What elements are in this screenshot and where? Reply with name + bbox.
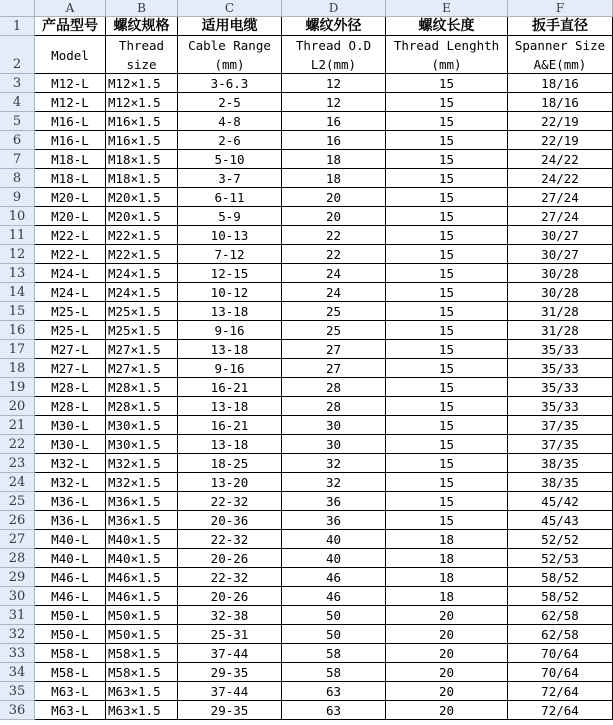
table-cell-cable[interactable]: 13-18: [178, 435, 282, 454]
row-header-10[interactable]: 10: [0, 207, 35, 226]
table-cell-od[interactable]: 16: [282, 112, 386, 131]
table-cell-model[interactable]: M32-L: [35, 473, 106, 492]
select-all-corner[interactable]: [0, 0, 35, 17]
table-cell-len[interactable]: 15: [386, 188, 508, 207]
table-cell-spanner[interactable]: 24/22: [508, 169, 613, 188]
table-cell-cable[interactable]: 22-32: [178, 568, 282, 587]
table-cell-thread[interactable]: M16×1.5: [106, 112, 178, 131]
table-cell-thread[interactable]: M24×1.5: [106, 264, 178, 283]
table-cell-cable[interactable]: 5-10: [178, 150, 282, 169]
table-cell-od[interactable]: 40: [282, 530, 386, 549]
header-cn-label: 螺纹规格: [113, 18, 170, 34]
table-cell-len[interactable]: 15: [386, 207, 508, 226]
table-cell-od[interactable]: 18: [282, 169, 386, 188]
table-cell-model[interactable]: M25-L: [35, 321, 106, 340]
row-header-1[interactable]: 1: [0, 17, 35, 36]
table-cell-od[interactable]: 24: [282, 264, 386, 283]
table-cell-thread[interactable]: M28×1.5: [106, 397, 178, 416]
table-cell-cable[interactable]: 37-44: [178, 644, 282, 663]
row-header-2[interactable]: 2: [0, 36, 35, 74]
table-cell-od[interactable]: 22: [282, 226, 386, 245]
table-cell-len[interactable]: 18: [386, 549, 508, 568]
table-cell-len[interactable]: 15: [386, 435, 508, 454]
table-cell-cable[interactable]: 13-18: [178, 302, 282, 321]
table-cell-cable[interactable]: 29-35: [178, 663, 282, 682]
table-cell-thread[interactable]: M58×1.5: [106, 644, 178, 663]
header-en-unit: L2(mm): [310, 57, 357, 72]
table-cell-len[interactable]: 18: [386, 530, 508, 549]
table-cell-len[interactable]: 15: [386, 264, 508, 283]
table-cell-od[interactable]: 24: [282, 283, 386, 302]
row-header-36[interactable]: 36: [0, 701, 35, 720]
table-cell-thread[interactable]: M63×1.5: [106, 682, 178, 701]
table-cell-thread[interactable]: M63×1.5: [106, 701, 178, 720]
table-cell-cable[interactable]: 3-6.3: [178, 74, 282, 93]
table-cell-model[interactable]: M40-L: [35, 530, 106, 549]
row-header-32[interactable]: 32: [0, 625, 35, 644]
table-cell-thread[interactable]: M25×1.5: [106, 321, 178, 340]
table-cell-thread[interactable]: M40×1.5: [106, 549, 178, 568]
row-header-34[interactable]: 34: [0, 663, 35, 682]
table-cell-spanner[interactable]: 38/35: [508, 473, 613, 492]
table-cell-od[interactable]: 18: [282, 150, 386, 169]
table-cell-model[interactable]: M50-L: [35, 606, 106, 625]
table-cell-thread[interactable]: M46×1.5: [106, 587, 178, 606]
table-cell-od[interactable]: 27: [282, 359, 386, 378]
table-cell-thread[interactable]: M58×1.5: [106, 663, 178, 682]
table-cell-cable[interactable]: 13-18: [178, 397, 282, 416]
table-cell-spanner[interactable]: 38/35: [508, 454, 613, 473]
table-cell-len[interactable]: 15: [386, 283, 508, 302]
table-cell-model[interactable]: M12-L: [35, 93, 106, 112]
table-cell-cable[interactable]: 10-13: [178, 226, 282, 245]
table-cell-model[interactable]: M20-L: [35, 207, 106, 226]
table-cell-thread[interactable]: M20×1.5: [106, 188, 178, 207]
table-cell-cable[interactable]: 13-18: [178, 340, 282, 359]
header-cn-label: 螺纹长度: [418, 18, 475, 34]
table-cell-len[interactable]: 15: [386, 454, 508, 473]
row-header-12[interactable]: 12: [0, 245, 35, 264]
table-cell-cable[interactable]: 16-21: [178, 416, 282, 435]
column-header-c[interactable]: C: [178, 0, 282, 17]
table-cell-model[interactable]: M28-L: [35, 397, 106, 416]
table-cell-len[interactable]: 15: [386, 473, 508, 492]
table-cell-spanner[interactable]: 72/64: [508, 682, 613, 701]
row-header-9[interactable]: 9: [0, 188, 35, 207]
table-cell-thread[interactable]: M25×1.5: [106, 302, 178, 321]
row-header-27[interactable]: 27: [0, 530, 35, 549]
table-cell-thread[interactable]: M27×1.5: [106, 340, 178, 359]
table-cell-od[interactable]: 28: [282, 397, 386, 416]
table-cell-model[interactable]: M46-L: [35, 568, 106, 587]
table-cell-len[interactable]: 20: [386, 682, 508, 701]
table-cell-od[interactable]: 22: [282, 245, 386, 264]
row-header-21[interactable]: 21: [0, 416, 35, 435]
row-header-19[interactable]: 19: [0, 378, 35, 397]
table-cell-thread[interactable]: M24×1.5: [106, 283, 178, 302]
table-cell-cable[interactable]: 25-31: [178, 625, 282, 644]
table-cell-model[interactable]: M18-L: [35, 169, 106, 188]
table-cell-thread[interactable]: M36×1.5: [106, 492, 178, 511]
table-cell-od[interactable]: 46: [282, 568, 386, 587]
table-cell-cable[interactable]: 32-38: [178, 606, 282, 625]
table-cell-spanner[interactable]: 35/33: [508, 397, 613, 416]
table-cell-thread[interactable]: M36×1.5: [106, 511, 178, 530]
table-cell-len[interactable]: 20: [386, 663, 508, 682]
table-cell-len[interactable]: 15: [386, 93, 508, 112]
table-cell-spanner[interactable]: 30/28: [508, 264, 613, 283]
table-cell-thread[interactable]: M50×1.5: [106, 606, 178, 625]
table-cell-len[interactable]: 15: [386, 340, 508, 359]
table-cell-spanner[interactable]: 24/22: [508, 150, 613, 169]
row-header-5[interactable]: 5: [0, 112, 35, 131]
table-cell-spanner[interactable]: 58/52: [508, 587, 613, 606]
table-cell-cable[interactable]: 2-5: [178, 93, 282, 112]
table-cell-thread[interactable]: M27×1.5: [106, 359, 178, 378]
header-en-label: Model: [51, 47, 89, 63]
table-cell-spanner[interactable]: 52/53: [508, 549, 613, 568]
table-cell-model[interactable]: M24-L: [35, 283, 106, 302]
table-cell-od[interactable]: 58: [282, 644, 386, 663]
row-header-29[interactable]: 29: [0, 568, 35, 587]
table-cell-spanner[interactable]: 37/35: [508, 435, 613, 454]
table-cell-model[interactable]: M36-L: [35, 492, 106, 511]
row-header-4[interactable]: 4: [0, 93, 35, 112]
table-cell-len[interactable]: 15: [386, 359, 508, 378]
header-cn-label: 产品型号: [42, 18, 98, 34]
table-cell-spanner[interactable]: 22/19: [508, 112, 613, 131]
table-cell-model[interactable]: M40-L: [35, 549, 106, 568]
row-header-18[interactable]: 18: [0, 359, 35, 378]
header-en-unit: size: [126, 57, 157, 72]
row-header-30[interactable]: 30: [0, 587, 35, 606]
header-en-label: Spanner Size: [514, 38, 606, 53]
table-cell-cable[interactable]: 2-6: [178, 131, 282, 150]
table-cell-spanner[interactable]: 27/24: [508, 188, 613, 207]
row-header-20[interactable]: 20: [0, 397, 35, 416]
row-header-8[interactable]: 8: [0, 169, 35, 188]
column-header-e[interactable]: E: [386, 0, 508, 17]
table-cell-od[interactable]: 12: [282, 74, 386, 93]
table-cell-len[interactable]: 18: [386, 568, 508, 587]
row-header-33[interactable]: 33: [0, 644, 35, 663]
table-cell-od[interactable]: 27: [282, 340, 386, 359]
table-cell-model[interactable]: M22-L: [35, 245, 106, 264]
table-cell-model[interactable]: M27-L: [35, 359, 106, 378]
table-cell-od[interactable]: 25: [282, 302, 386, 321]
table-cell-od[interactable]: 12: [282, 93, 386, 112]
table-cell-spanner[interactable]: 18/16: [508, 74, 613, 93]
table-cell-model[interactable]: M30-L: [35, 416, 106, 435]
table-cell-model[interactable]: M20-L: [35, 188, 106, 207]
table-cell-spanner[interactable]: 30/27: [508, 245, 613, 264]
table-cell-model[interactable]: M63-L: [35, 682, 106, 701]
table-cell-model[interactable]: M28-L: [35, 378, 106, 397]
row-header-31[interactable]: 31: [0, 606, 35, 625]
table-cell-len[interactable]: 15: [386, 378, 508, 397]
table-cell-spanner[interactable]: 35/33: [508, 378, 613, 397]
table-cell-cable[interactable]: 7-12: [178, 245, 282, 264]
table-cell-model[interactable]: M32-L: [35, 454, 106, 473]
table-cell-len[interactable]: 15: [386, 226, 508, 245]
table-cell-len[interactable]: 15: [386, 131, 508, 150]
table-cell-cable[interactable]: 3-7: [178, 169, 282, 188]
table-cell-od[interactable]: 50: [282, 606, 386, 625]
table-cell-thread[interactable]: M32×1.5: [106, 473, 178, 492]
row-header-13[interactable]: 13: [0, 264, 35, 283]
column-header-a[interactable]: A: [35, 0, 106, 17]
table-cell-len[interactable]: 20: [386, 606, 508, 625]
table-cell-od[interactable]: 63: [282, 682, 386, 701]
table-cell-model[interactable]: M63-L: [35, 701, 106, 720]
table-cell-spanner[interactable]: 70/64: [508, 663, 613, 682]
row-header-14[interactable]: 14: [0, 283, 35, 302]
row-header-26[interactable]: 26: [0, 511, 35, 530]
table-cell-len[interactable]: 15: [386, 321, 508, 340]
table-cell-thread[interactable]: M22×1.5: [106, 226, 178, 245]
header-en-label: Thread: [118, 38, 165, 53]
table-cell-thread[interactable]: M32×1.5: [106, 454, 178, 473]
table-cell-spanner[interactable]: 30/28: [508, 283, 613, 302]
table-cell-spanner[interactable]: 37/35: [508, 416, 613, 435]
table-cell-od[interactable]: 20: [282, 207, 386, 226]
table-cell-cable[interactable]: 9-16: [178, 359, 282, 378]
table-cell-od[interactable]: 36: [282, 511, 386, 530]
table-cell-spanner[interactable]: 30/27: [508, 226, 613, 245]
table-cell-spanner[interactable]: 45/42: [508, 492, 613, 511]
table-cell-cable[interactable]: 18-25: [178, 454, 282, 473]
table-cell-len[interactable]: 15: [386, 169, 508, 188]
column-header-b[interactable]: B: [106, 0, 178, 17]
header-en-unit: A&E(mm): [533, 57, 587, 72]
table-cell-cable[interactable]: 22-32: [178, 530, 282, 549]
table-cell-spanner[interactable]: 18/16: [508, 93, 613, 112]
table-cell-model[interactable]: M30-L: [35, 435, 106, 454]
table-cell-spanner[interactable]: 22/19: [508, 131, 613, 150]
table-cell-od[interactable]: 32: [282, 473, 386, 492]
table-cell-len[interactable]: 20: [386, 625, 508, 644]
row-header-3[interactable]: 3: [0, 74, 35, 93]
table-cell-len[interactable]: 15: [386, 511, 508, 530]
table-cell-od[interactable]: 30: [282, 435, 386, 454]
table-cell-od[interactable]: 16: [282, 131, 386, 150]
column-header-f[interactable]: F: [508, 0, 613, 17]
header-cn-label: 螺纹外径: [305, 18, 362, 34]
table-cell-cable[interactable]: 6-11: [178, 188, 282, 207]
table-cell-spanner[interactable]: 62/58: [508, 606, 613, 625]
table-cell-cable[interactable]: 20-26: [178, 549, 282, 568]
header-en-label: Cable Range: [188, 38, 271, 53]
row-header-6[interactable]: 6: [0, 131, 35, 150]
row-header-11[interactable]: 11: [0, 226, 35, 245]
table-cell-od[interactable]: 32: [282, 454, 386, 473]
table-cell-thread[interactable]: M46×1.5: [106, 568, 178, 587]
table-cell-model[interactable]: M12-L: [35, 74, 106, 93]
table-cell-cable[interactable]: 4-8: [178, 112, 282, 131]
row-header-16[interactable]: 16: [0, 321, 35, 340]
row-header-28[interactable]: 28: [0, 549, 35, 568]
table-cell-cable[interactable]: 13-20: [178, 473, 282, 492]
table-cell-model[interactable]: M46-L: [35, 587, 106, 606]
table-cell-model[interactable]: M36-L: [35, 511, 106, 530]
table-cell-spanner[interactable]: 27/24: [508, 207, 613, 226]
table-cell-model[interactable]: M16-L: [35, 112, 106, 131]
table-cell-len[interactable]: 15: [386, 150, 508, 169]
table-cell-thread[interactable]: M40×1.5: [106, 530, 178, 549]
table-cell-len[interactable]: 20: [386, 701, 508, 720]
header-cn-label: 适用电缆: [201, 18, 258, 34]
table-cell-cable[interactable]: 22-32: [178, 492, 282, 511]
table-cell-model[interactable]: M18-L: [35, 150, 106, 169]
table-cell-od[interactable]: 20: [282, 188, 386, 207]
table-cell-spanner[interactable]: 35/33: [508, 359, 613, 378]
table-cell-cable[interactable]: 20-36: [178, 511, 282, 530]
header-en-unit: (mm): [431, 57, 462, 72]
table-cell-len[interactable]: 20: [386, 644, 508, 663]
table-cell-od[interactable]: 46: [282, 587, 386, 606]
table-cell-od[interactable]: 63: [282, 701, 386, 720]
row-header-17[interactable]: 17: [0, 340, 35, 359]
table-cell-spanner[interactable]: 72/64: [508, 701, 613, 720]
table-cell-thread[interactable]: M12×1.5: [106, 93, 178, 112]
table-cell-od[interactable]: 25: [282, 321, 386, 340]
table-cell-od[interactable]: 36: [282, 492, 386, 511]
table-cell-spanner[interactable]: 62/58: [508, 625, 613, 644]
row-header-15[interactable]: 15: [0, 302, 35, 321]
table-cell-model[interactable]: M27-L: [35, 340, 106, 359]
table-cell-model[interactable]: M25-L: [35, 302, 106, 321]
table-cell-len[interactable]: 15: [386, 397, 508, 416]
table-cell-od[interactable]: 30: [282, 416, 386, 435]
header-cn-label: 扳手直径: [532, 18, 588, 34]
table-cell-thread[interactable]: M22×1.5: [106, 245, 178, 264]
table-cell-spanner[interactable]: 52/52: [508, 530, 613, 549]
row-header-24[interactable]: 24: [0, 473, 35, 492]
table-cell-spanner[interactable]: 70/64: [508, 644, 613, 663]
table-cell-cable[interactable]: 9-16: [178, 321, 282, 340]
table-cell-cable[interactable]: 37-44: [178, 682, 282, 701]
table-cell-cable[interactable]: 10-12: [178, 283, 282, 302]
table-cell-cable[interactable]: 5-9: [178, 207, 282, 226]
table-cell-od[interactable]: 28: [282, 378, 386, 397]
header-en-label: Thread O.D: [295, 38, 372, 53]
table-cell-thread[interactable]: M18×1.5: [106, 169, 178, 188]
table-cell-cable[interactable]: 16-21: [178, 378, 282, 397]
table-cell-thread[interactable]: M16×1.5: [106, 131, 178, 150]
header-en-label: Thread Lenghth: [393, 38, 500, 53]
table-cell-od[interactable]: 40: [282, 549, 386, 568]
table-cell-len[interactable]: 15: [386, 492, 508, 511]
table-cell-spanner[interactable]: 31/28: [508, 321, 613, 340]
row-header-7[interactable]: 7: [0, 150, 35, 169]
row-header-35[interactable]: 35: [0, 682, 35, 701]
table-cell-thread[interactable]: M28×1.5: [106, 378, 178, 397]
row-header-25[interactable]: 25: [0, 492, 35, 511]
table-cell-len[interactable]: 15: [386, 302, 508, 321]
table-cell-thread[interactable]: M18×1.5: [106, 150, 178, 169]
table-cell-thread[interactable]: M50×1.5: [106, 625, 178, 644]
table-cell-cable[interactable]: 20-26: [178, 587, 282, 606]
table-cell-thread[interactable]: M20×1.5: [106, 207, 178, 226]
table-cell-od[interactable]: 50: [282, 625, 386, 644]
table-cell-model[interactable]: M50-L: [35, 625, 106, 644]
table-cell-cable[interactable]: 12-15: [178, 264, 282, 283]
table-cell-len[interactable]: 15: [386, 416, 508, 435]
table-cell-od[interactable]: 58: [282, 663, 386, 682]
header-en-unit: (mm): [214, 57, 245, 72]
table-cell-cable[interactable]: 29-35: [178, 701, 282, 720]
table-cell-spanner[interactable]: 35/33: [508, 340, 613, 359]
table-cell-model[interactable]: M22-L: [35, 226, 106, 245]
table-cell-thread[interactable]: M30×1.5: [106, 435, 178, 454]
column-header-d[interactable]: D: [282, 0, 386, 17]
table-cell-thread[interactable]: M12×1.5: [106, 74, 178, 93]
table-cell-model[interactable]: M58-L: [35, 644, 106, 663]
table-cell-model[interactable]: M58-L: [35, 663, 106, 682]
row-header-22[interactable]: 22: [0, 435, 35, 454]
table-cell-spanner[interactable]: 31/28: [508, 302, 613, 321]
table-cell-len[interactable]: 18: [386, 587, 508, 606]
table-cell-spanner[interactable]: 45/43: [508, 511, 613, 530]
table-cell-spanner[interactable]: 58/52: [508, 568, 613, 587]
table-cell-len[interactable]: 15: [386, 245, 508, 264]
table-cell-len[interactable]: 15: [386, 112, 508, 131]
table-cell-thread[interactable]: M30×1.5: [106, 416, 178, 435]
table-cell-model[interactable]: M16-L: [35, 131, 106, 150]
table-cell-len[interactable]: 15: [386, 74, 508, 93]
table-cell-model[interactable]: M24-L: [35, 264, 106, 283]
row-header-23[interactable]: 23: [0, 454, 35, 473]
